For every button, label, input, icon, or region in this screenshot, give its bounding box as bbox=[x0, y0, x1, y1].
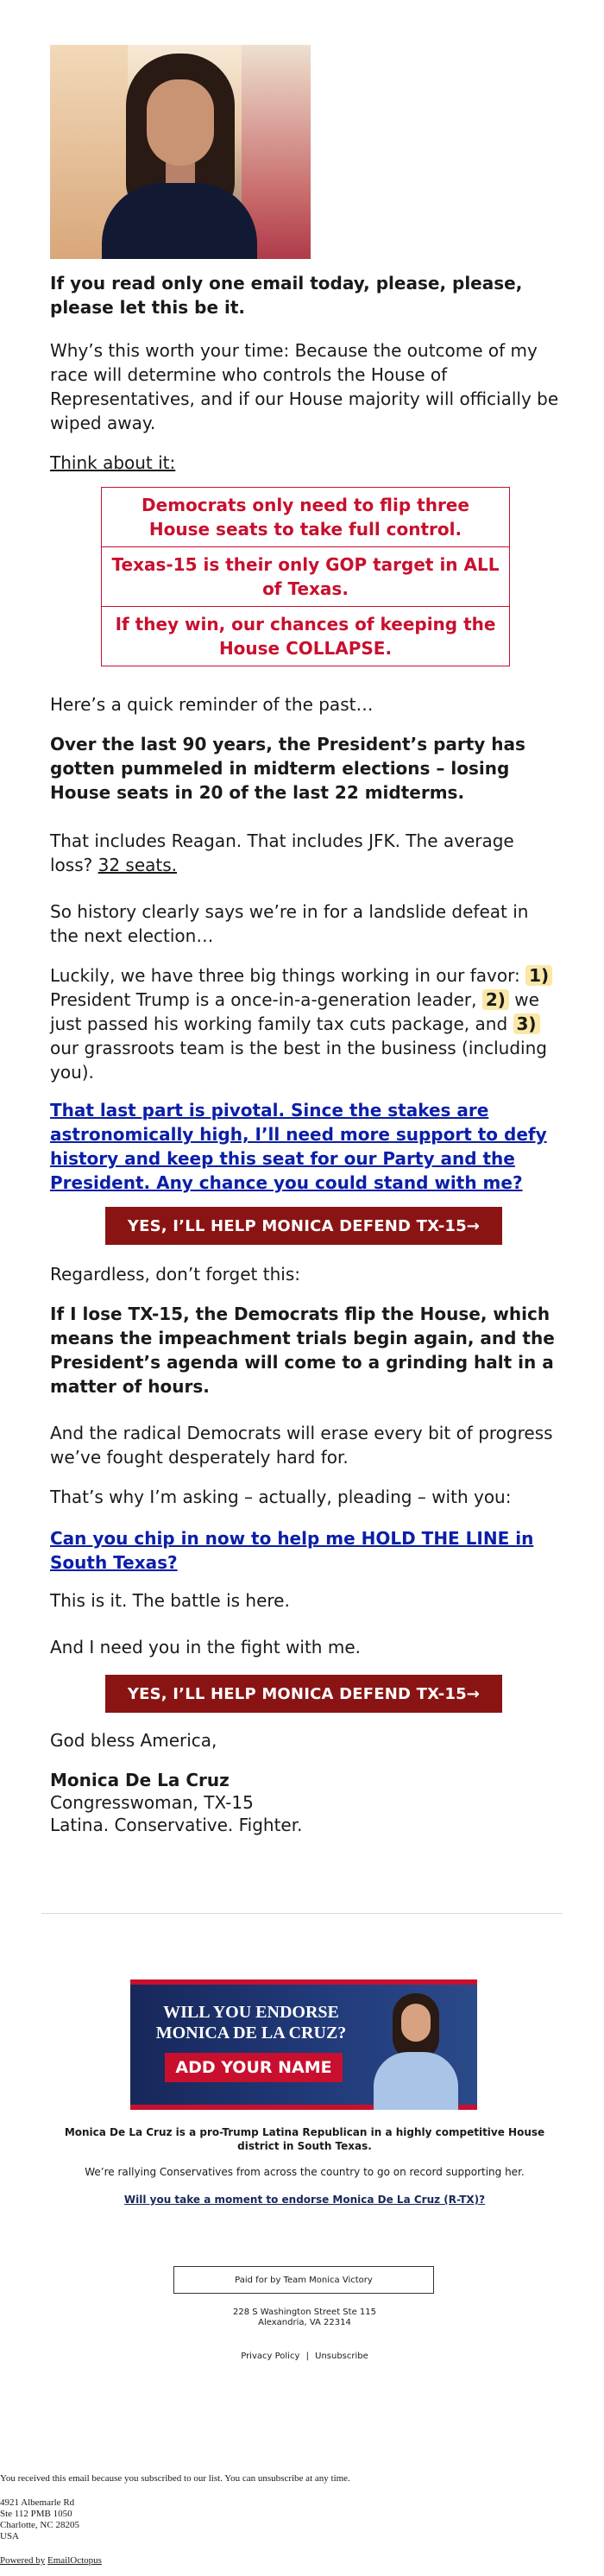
policy-links bbox=[50, 2352, 559, 2362]
landslide-text: So history clearly says we’re in for a landslide defeat in the next election… bbox=[50, 901, 529, 946]
banner-line-1: WILL YOU ENDORSE bbox=[163, 2003, 339, 2022]
number-badge: 1) bbox=[525, 965, 552, 986]
number-badge: 2) bbox=[482, 989, 509, 1010]
think-about-it: Think about it: bbox=[50, 452, 176, 473]
three-lead: Luckily, we have three big things working in our favor: bbox=[50, 965, 520, 986]
paid-for-box: Paid for by Team Monica Victory bbox=[173, 2266, 434, 2294]
banner-line-2: MONICA DE LA CRUZ? bbox=[155, 2024, 347, 2042]
add-your-name-button[interactable]: ADD YOUR NAME bbox=[165, 2053, 343, 2082]
endorse-link[interactable]: Will you take a moment to endorse Monica De La Cruz (R-TX)? bbox=[123, 2194, 486, 2206]
banner-candidate-icon bbox=[368, 1988, 463, 2110]
signoff-name: Monica De La Cruz bbox=[50, 1770, 230, 1790]
three-item: we just passed his working family tax cuts package, and bbox=[50, 989, 539, 1034]
asking-text: That’s why I’m asking – actually, pleading – with you: bbox=[50, 1487, 512, 1507]
signoff-tagline: Latina. Conservative. Fighter. bbox=[50, 1815, 303, 1835]
powered-by bbox=[0, 2555, 102, 2567]
footer-received: You received this email because you subscribed to our list. You can unsubscribe at any time. bbox=[0, 2473, 350, 2484]
battle-text: This is it. The battle is here. bbox=[50, 1590, 290, 1611]
regardless-text: Regardless, don’t forget this: bbox=[50, 1264, 300, 1285]
three-item: President Trump is a once-in-a-generation leader, bbox=[50, 989, 477, 1010]
key-point: Democrats only need to flip three House seats to take full control. bbox=[102, 488, 509, 547]
erase-text: And the radical Democrats will erase every bit of progress we’ve fought desperately hard for. bbox=[50, 1423, 553, 1468]
lose-bold: If I lose TX-15, the Democrats flip the House, which means the impeachment trials begin again, and the President’s agenda will come to a grinding halt in a matter of hours. bbox=[50, 1304, 555, 1397]
endorse-banner[interactable] bbox=[130, 1979, 477, 2110]
sender-address-1: 228 S Washington Street Ste 115 bbox=[233, 2308, 376, 2317]
section-divider bbox=[41, 1913, 563, 1914]
includes-paragraph bbox=[50, 829, 559, 877]
fight-text: And I need you in the fight with me. bbox=[50, 1637, 361, 1657]
headline: If you read only one email today, please, please, please let this be it. bbox=[50, 273, 523, 318]
key-point: Texas-15 is their only GOP target in ALL of Texas. bbox=[102, 547, 509, 607]
why-paragraph: Why’s this worth your time: Because the outcome of my race will determine who controls the House of Representatives, and if our House majority will officially be wiped away. bbox=[50, 340, 559, 433]
includes-text: That includes Reagan. That includes JFK. The average loss? bbox=[50, 830, 514, 875]
footer-address-2: Ste 112 PMB 1050 bbox=[0, 2509, 72, 2519]
endorse-bold: Monica De La Cruz is a pro-Trump Latina Republican in a highly competitive House district in South Texas. bbox=[64, 2126, 545, 2152]
candidate-photo bbox=[50, 45, 311, 259]
photo-face bbox=[147, 79, 214, 166]
chip-in-link[interactable]: Can you chip in now to help me HOLD THE LINE in South Texas? bbox=[50, 1528, 534, 1573]
emailoctopus-link[interactable]: EmailOctopus bbox=[47, 2555, 102, 2566]
history-bold: Over the last 90 years, the President’s party has gotten pummeled in midterm elections – losing House seats in 20 of the last 22 midterms. bbox=[50, 734, 525, 803]
footer-address-3: Charlotte, NC 28205 bbox=[0, 2520, 79, 2530]
footer-address-1: 4921 Albemarle Rd bbox=[0, 2497, 75, 2508]
donate-button[interactable]: YES, I’LL HELP MONICA DEFEND TX-15→ bbox=[105, 1675, 502, 1713]
powered-by-prefix: Powered by bbox=[0, 2555, 46, 2566]
pivotal-link[interactable]: That last part is pivotal. Since the stakes are astronomically high, I’ll need more support to defy history and keep this seat for our Party and the President. Any chance you could stand with me? bbox=[50, 1100, 547, 1193]
privacy-policy-link[interactable]: Privacy Policy bbox=[241, 2352, 300, 2361]
endorse-rally: We’re rallying Conservatives from across the country to go on record supporting her. bbox=[85, 2166, 525, 2178]
seats-text: 32 seats. bbox=[98, 855, 178, 875]
key-points-box bbox=[101, 487, 510, 666]
signoff-bless: God bless America, bbox=[50, 1730, 217, 1751]
photo-jacket bbox=[102, 183, 257, 259]
three-item: our grassroots team is the best in the business (including you). bbox=[50, 1038, 547, 1083]
number-badge: 3) bbox=[513, 1013, 540, 1034]
banner-face bbox=[401, 2004, 431, 2042]
key-point: If they win, our chances of keeping the House COLLAPSE. bbox=[115, 614, 496, 659]
donate-button[interactable]: YES, I’LL HELP MONICA DEFEND TX-15→ bbox=[105, 1207, 502, 1245]
sender-address-2: Alexandria, VA 22314 bbox=[258, 2318, 351, 2327]
three-things-paragraph bbox=[50, 963, 559, 1084]
banner-stripe-top bbox=[130, 1979, 477, 1985]
signoff-title: Congresswoman, TX-15 bbox=[50, 1792, 254, 1813]
reminder-text: Here’s a quick reminder of the past… bbox=[50, 694, 374, 715]
footer-address-4: USA bbox=[0, 2531, 20, 2541]
unsubscribe-link[interactable]: Unsubscribe bbox=[315, 2352, 368, 2361]
link-separator: | bbox=[305, 2352, 309, 2361]
banner-dress bbox=[374, 2052, 458, 2110]
